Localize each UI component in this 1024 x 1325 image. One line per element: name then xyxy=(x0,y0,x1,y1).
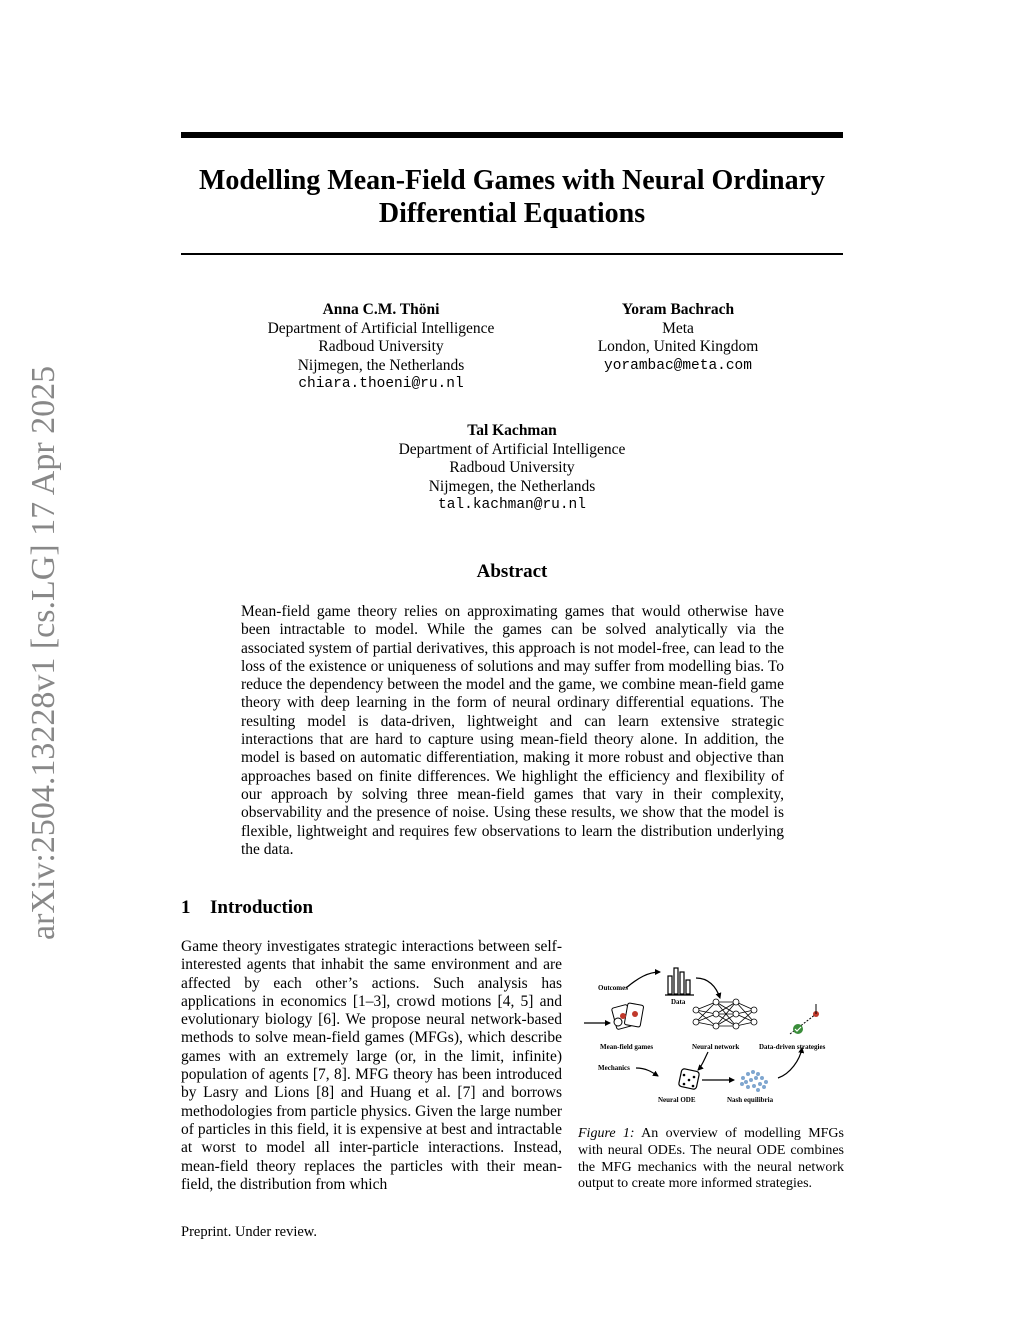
figure-1-caption xyxy=(578,1126,844,1193)
paper-title: Modelling Mean-Field Games with Neural Ordinary Differential Equations xyxy=(198,165,826,229)
section-heading xyxy=(181,897,313,919)
fig-label-outcomes: Outcomes xyxy=(598,984,628,992)
fig-label-data-driven-strategies: Data-driven strategies xyxy=(759,1043,826,1051)
author-block-3 xyxy=(362,422,662,515)
abstract-heading: Abstract xyxy=(476,561,548,582)
author-email[interactable]: chiara.thoeni@ru.nl xyxy=(298,376,464,392)
author-affiliation: Meta xyxy=(662,319,694,337)
introduction-text: Game theory investigates strategic interactions between self-interested agents that inhabit the same environment and are affected by each other’s actions. Such analysis has applications in economics [1–3], crowd motions [4, 5] and evolutionary biology [6]. We propose neural network-based methods to solve mean-field games (MFGs), which describe games with an extremely large (or, in the limit, infinite) population of agents [7, 8]. MFG theory has been introduced by Lasry and Lions [8] and Huang et al. [7] and borrows methodologies from particle physics. Given the large number of particles in this field, it is expensive at best and intractable at worst to model all inter-particle interactions. Instead, mean-field theory replaces the particles with their mean-field, the distribution from which xyxy=(181,938,562,1193)
playing-cards-icon xyxy=(611,1003,643,1030)
author-affiliation: Department of Artificial Intelligence xyxy=(398,440,626,458)
author-location: Nijmegen, the Netherlands xyxy=(428,477,596,495)
arrow-data-to-network xyxy=(696,978,720,998)
author-block-1 xyxy=(231,301,531,394)
author-email[interactable]: yorambac@meta.com xyxy=(604,357,752,374)
fig-label-data: Data xyxy=(671,998,686,1006)
title-top-rule xyxy=(181,132,843,138)
arrow-outcomes-to-data xyxy=(626,972,660,988)
author-location: Nijmegen, the Netherlands xyxy=(297,356,465,374)
author-location: London, United Kingdom xyxy=(597,338,759,355)
section-number: 1 xyxy=(181,897,191,918)
strategy-flag-icon xyxy=(790,1004,819,1034)
arxiv-sidebar-stamp: arXiv:2504.13228v1 [cs.LG] 17 Apr 2025 xyxy=(25,365,62,940)
author-name: Anna C.M. Thöni xyxy=(322,301,440,318)
fig-label-mechanics: Mechanics xyxy=(598,1064,630,1072)
arrow-nash-to-strategies xyxy=(778,1048,802,1078)
arrow-network-to-ode xyxy=(698,1052,708,1070)
neural-network-icon xyxy=(693,999,757,1029)
caption-label: Figure 1: xyxy=(578,1126,635,1141)
footer-note: Preprint. Under review. xyxy=(181,1224,317,1240)
fig-label-mfg: Mean-field games xyxy=(600,1043,654,1051)
author-affiliation: Radboud University xyxy=(449,459,575,476)
author-email[interactable]: tal.kachman@ru.nl xyxy=(438,497,586,513)
title-bottom-rule xyxy=(181,253,843,255)
figure-1-diagram xyxy=(578,956,844,1116)
author-name: Yoram Bachrach xyxy=(621,301,735,318)
fig-label-nash-equilibria: Nash equilibria xyxy=(727,1096,774,1104)
author-name: Tal Kachman xyxy=(467,422,557,439)
nash-distribution-icon xyxy=(740,1070,768,1092)
data-chart-icon xyxy=(665,968,694,995)
author-block-2 xyxy=(528,301,828,375)
author-affiliation: Radboud University xyxy=(318,338,444,355)
caption-text: An overview of modelling MFGs with neural ODEs. The neural ODE combines the MFG mechanics with the neural network output to create more informed strategies. xyxy=(578,1126,844,1192)
dice-icon xyxy=(678,1068,699,1089)
author-affiliation: Department of Artificial Intelligence xyxy=(267,319,495,337)
fig-label-neural-network: Neural network xyxy=(692,1043,740,1051)
arrow-mechanics-to-ode xyxy=(636,1068,658,1076)
section-title: Introduction xyxy=(210,897,314,918)
abstract-text: Mean-field game theory relies on approximating games that would otherwise have been intractable to model. While the games can be solved analytically via the associated system of partial derivatives, this approach is not model-free, can lead to the loss of the existence or uniqueness of solutions and may suffer from modelling bias. To reduce the dependency between the model and the game, we combine mean-field game theory with deep learning in the form of neural ordinary differential equations. The resulting model is data-driven, lightweight and can learn extensive strategic interactions that are hard to capture using mean-field theory alone. In addition, the model is based on automatic differentiation, making it more robust and objective than approaches based on finite differences. We highlight the efficiency and flexibility of our approach by solving three mean-field games that vary in their complexity, observability and the presence of noise. Using these results, we show that the model is flexible, lightweight and requires few observations to learn the distribution underlying the data. xyxy=(241,603,784,858)
fig-label-neural-ode: Neural ODE xyxy=(658,1096,696,1104)
